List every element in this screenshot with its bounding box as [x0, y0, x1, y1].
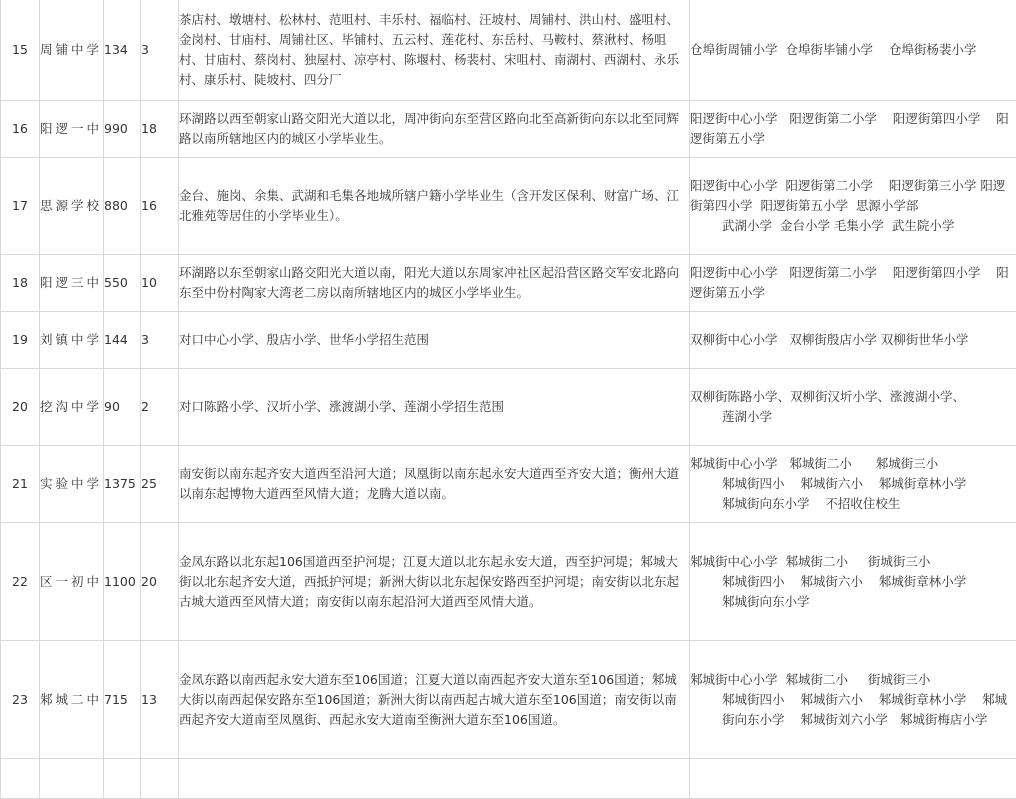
feeder-school-line: 邾城街四小 邾城街六小 邾城街章林小学 [690, 474, 1016, 494]
feeder-school-line: 邾城街四小 邾城街六小 邾城街章林小学 邾城街向东小学 邾城街刘六小学 邾城街梅店小学 [690, 690, 1016, 730]
feeder-school-line: 双柳街中心小学 双柳街殷店小学 双柳街世华小学 [690, 330, 1016, 350]
enrollment-area: 对口陈路小学、汉圻小学、涨渡湖小学、莲湖小学招生范围 [179, 369, 690, 446]
enrollment-plan: 90 [104, 369, 141, 446]
row-number: 18 [1, 255, 40, 312]
class-count: 18 [141, 101, 179, 158]
feeder-primary-schools [690, 523, 1016, 641]
feeder-school-line: 武湖小学 金台小学 毛集小学 武生院小学 [690, 216, 1016, 236]
feeder-school-line: 邾城街四小 邾城街六小 邾城街章林小学 [690, 572, 1016, 592]
school-name: 阳逻一中 [40, 101, 104, 158]
table-row [1, 255, 1016, 312]
school-name: 邾城二中 [40, 641, 104, 759]
table-row [1, 446, 1016, 523]
enrollment-plan: 880 [104, 158, 141, 255]
feeder-primary-schools [690, 101, 1016, 158]
class-count: 3 [141, 0, 179, 101]
row-number: 17 [1, 158, 40, 255]
table-row-next [1, 759, 1016, 799]
row-number: 21 [1, 446, 40, 523]
table-row [1, 641, 1016, 759]
enrollment-area: 金台、施岗、余集、武湖和毛集各地城所辖户籍小学毕业生（含开发区保利、财富广场、江北雅苑等居住的小学毕业生）。 [179, 158, 690, 255]
row-number: 16 [1, 101, 40, 158]
school-name: 挖沟中学 [40, 369, 104, 446]
school-name: 思源学校 [40, 158, 104, 255]
enrollment-area: 对口中心小学、殷店小学、世华小学招生范围 [179, 312, 690, 369]
enrollment-plan: 1100 [104, 523, 141, 641]
enrollment-area: 环湖路以东至朝家山路交阳光大道以南，阳光大道以东周家冲社区起沿营区路交军安北路向东至中份村陶家大湾老二房以南所辖地区内的城区小学毕业生。 [179, 255, 690, 312]
table-row [1, 312, 1016, 369]
cell-empty [40, 759, 104, 799]
cell-empty [141, 759, 179, 799]
cell-empty [690, 759, 1016, 799]
class-count: 3 [141, 312, 179, 369]
table-body [1, 0, 1016, 799]
enrollment-plan: 134 [104, 0, 141, 101]
class-count: 20 [141, 523, 179, 641]
class-count: 13 [141, 641, 179, 759]
feeder-primary-schools [690, 446, 1016, 523]
feeder-primary-schools [690, 0, 1016, 101]
feeder-primary-schools [690, 312, 1016, 369]
row-number: 15 [1, 0, 40, 101]
enrollment-plan: 144 [104, 312, 141, 369]
class-count: 10 [141, 255, 179, 312]
cell-empty [1, 759, 40, 799]
feeder-school-line: 邾城街向东小学 [690, 592, 1016, 612]
feeder-school-line: 阳逻街中心小学 阳逻街第二小学 阳逻街第四小学 阳逻街第五小学 [690, 109, 1016, 149]
enrollment-area: 环湖路以西至朝家山路交阳光大道以北，周冲街向东至营区路向北至高新街向东以北至同辉路以南所辖地区内的城区小学毕业生。 [179, 101, 690, 158]
feeder-school-line: 邾城街中心小学 邾城街二小 街城街三小 [690, 670, 1016, 690]
class-count: 2 [141, 369, 179, 446]
feeder-school-line: 邾城街中心小学 邾城街二小 邾城街三小 [690, 454, 1016, 474]
feeder-school-line: 邾城街向东小学 不招收住校生 [690, 494, 1016, 514]
enrollment-plan: 1375 [104, 446, 141, 523]
feeder-school-line: 阳逻街中心小学 阳逻街第二小学 阳逻街第四小学 阳逻街第五小学 [690, 263, 1016, 303]
enrollment-area: 金凤东路以北东起106国道西至护河堤；江夏大道以北东起永安大道，西至护河堤；邾城大街以北东起齐安大道，西抵护河堤；新洲大街以北东起保安路西至护河堤；南安街以北东起古城大道西至风情大道；南安街以南东起沿河大道西至风情大道。 [179, 523, 690, 641]
feeder-primary-schools [690, 158, 1016, 255]
feeder-primary-schools [690, 255, 1016, 312]
feeder-school-line: 阳逻街中心小学 阳逻街第二小学 阳逻街第三小学 阳逻街第四小学 阳逻街第五小学 思源小学部 [690, 176, 1016, 216]
feeder-school-line: 邾城街中心小学 邾城街二小 街城街三小 [690, 552, 1016, 572]
school-name: 周铺中学 [40, 0, 104, 101]
cell-empty [179, 759, 690, 799]
school-name: 区一初中 [40, 523, 104, 641]
enrollment-area: 金凤东路以南西起永安大道东至106国道；江夏大道以南西起齐安大道东至106国道；邾城大街以南西起保安路东至106国道；新洲大街以南西起古城大道东至106国道；南安街以南西起齐安大道南至凤凰街、西起永安大道南至衡洲大道东至106国道。 [179, 641, 690, 759]
enrollment-area: 茶店村、墩塘村、松林村、范咀村、丰乐村、福临村、汪坡村、周铺村、洪山村、盛咀村、金岗村、甘庙村、周铺社区、毕铺村、五云村、莲花村、东岳村、马鞍村、蔡湫村、杨咀村、甘庙村、蔡岗村、独屋村、凉亭村、陈堰村、杨裴村、宋咀村、南湖村、西湖村、永乐村、康乐村、陡坡村、四分厂 [179, 0, 690, 101]
row-number: 23 [1, 641, 40, 759]
enrollment-plan: 550 [104, 255, 141, 312]
table-row [1, 101, 1016, 158]
school-name: 阳逻三中 [40, 255, 104, 312]
feeder-school-line: 莲湖小学 [690, 407, 1016, 427]
feeder-school-line: 仓埠街周铺小学 仓埠街毕铺小学 仓埠街杨裴小学 [690, 40, 1016, 60]
table-row [1, 158, 1016, 255]
enrollment-area: 南安街以南东起齐安大道西至沿河大道；凤凰街以南东起永安大道西至齐安大道；衡州大道以南东起博物大道西至风情大道；龙腾大道以南。 [179, 446, 690, 523]
row-number: 20 [1, 369, 40, 446]
feeder-primary-schools [690, 369, 1016, 446]
school-name: 刘镇中学 [40, 312, 104, 369]
enrollment-plan: 990 [104, 101, 141, 158]
feeder-school-line: 双柳街陈路小学、双柳街汉圻小学、涨渡湖小学、 [690, 387, 1016, 407]
class-count: 16 [141, 158, 179, 255]
row-number: 19 [1, 312, 40, 369]
enrollment-plan: 715 [104, 641, 141, 759]
table-row [1, 0, 1016, 101]
table-row [1, 369, 1016, 446]
cell-empty [104, 759, 141, 799]
school-name: 实验中学 [40, 446, 104, 523]
class-count: 25 [141, 446, 179, 523]
table-row [1, 523, 1016, 641]
row-number: 22 [1, 523, 40, 641]
feeder-primary-schools [690, 641, 1016, 759]
